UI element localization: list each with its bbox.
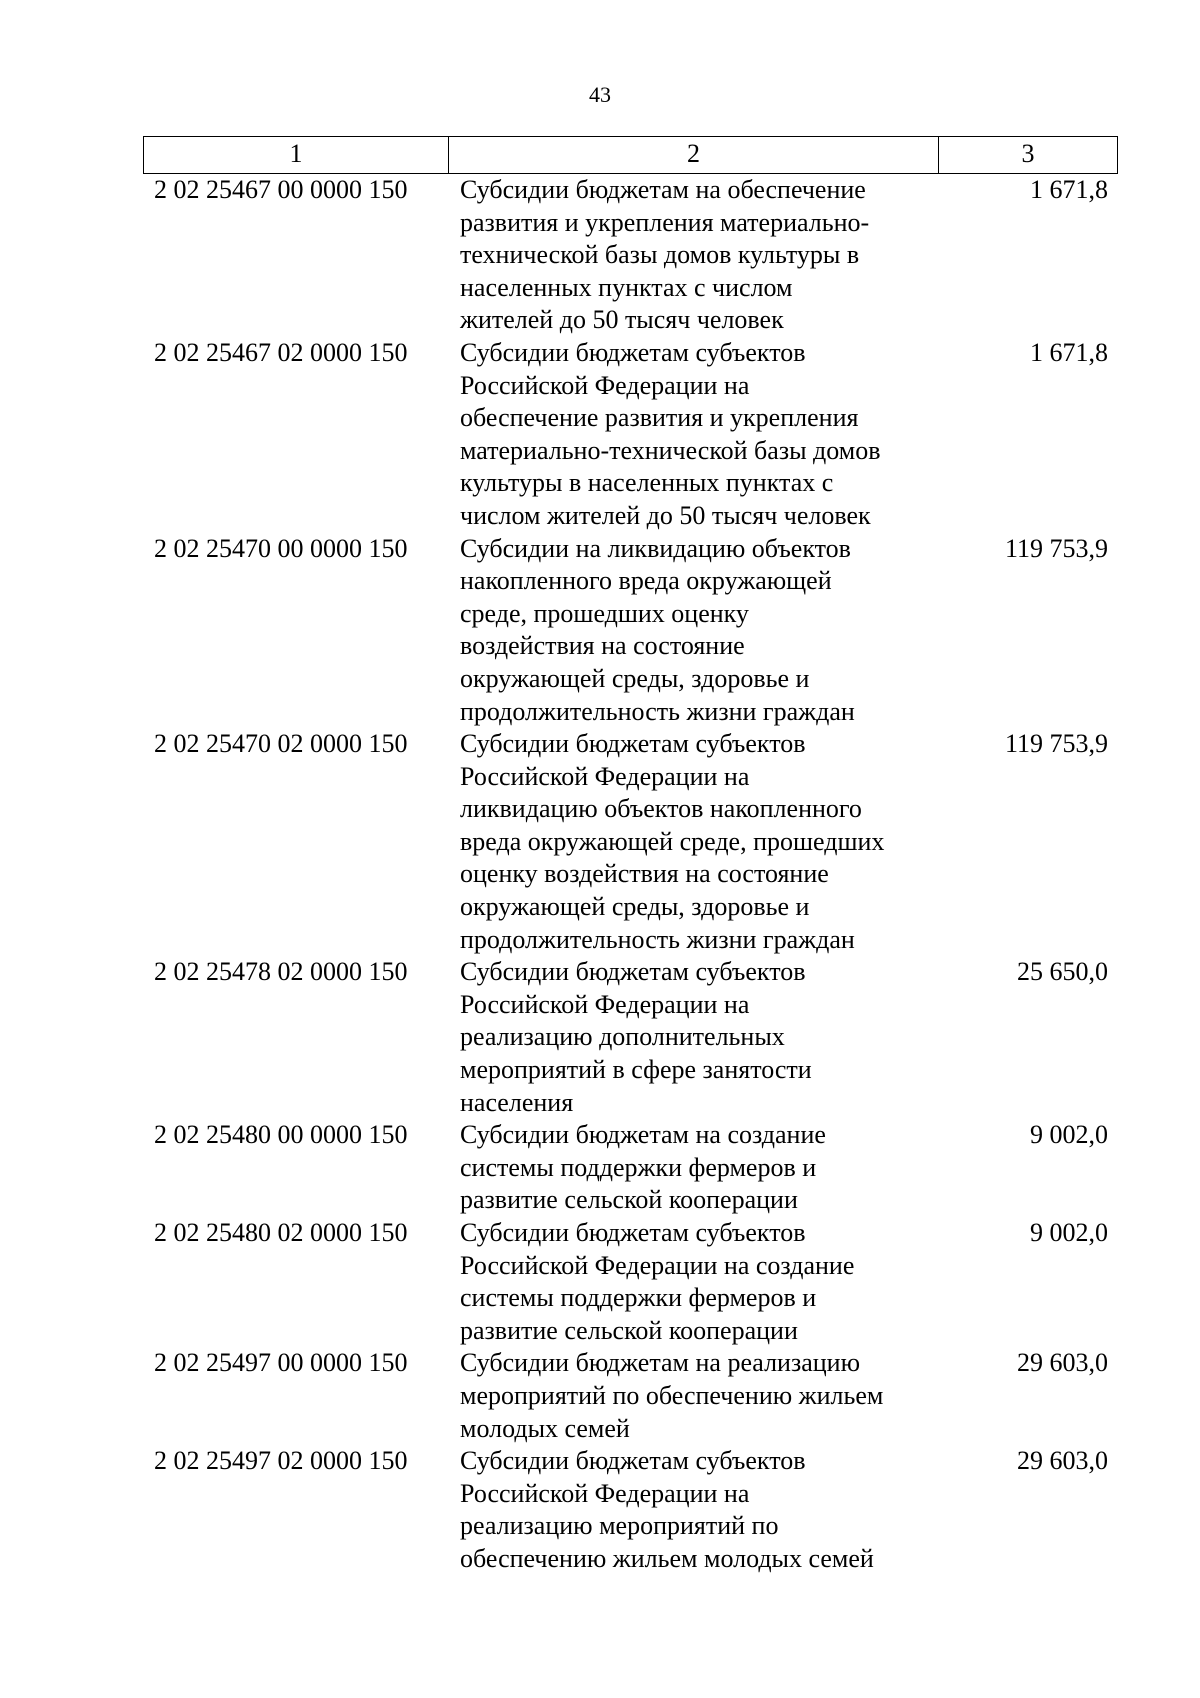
row-name: Субсидии бюджетам субъектов Российской Федерации на ликвидацию объектов накопленного вреда окружающей среде, прошедших оценку воздействия на состояние окружающей среды, здоровье и продолжительность жизни граждан (460, 729, 885, 954)
row-code: 2 02 25478 02 0000 150 (154, 957, 408, 987)
row-amount: 1 671,8 (1030, 175, 1108, 204)
row-amount: 119 753,9 (1004, 533, 1108, 563)
table-row (143, 1217, 1118, 1347)
row-name: Субсидии бюджетам на обеспечение развития и укрепления материально- технической базы домов культуры в населенных пунктах с числом жителей до 50 тысяч человек (460, 175, 870, 335)
row-name: Субсидии на ликвидацию объектов накопленного вреда окружающей среде, прошедших оценку воздействия на состояние окружающей среды, здоровье и продолжительность жизни граждан (460, 533, 855, 726)
row-name: Субсидии бюджетам субъектов Российской Федерации на реализацию мероприятий по обеспечению жильем молодых семей (460, 1446, 874, 1573)
column-header-1: 1 (144, 137, 449, 173)
page-number: 43 (589, 82, 611, 107)
table-row (143, 1445, 1118, 1575)
row-amount: 9 002,0 (1030, 1120, 1108, 1150)
row-code: 2 02 25480 02 0000 150 (154, 1218, 408, 1247)
row-amount: 29 603,0 (1017, 1348, 1108, 1378)
row-name: Субсидии бюджетам субъектов Российской Федерации на обеспечение развития и укрепления материально-технической базы домов культуры в населенных пунктах с числом жителей до 50 тысяч человек (460, 337, 881, 530)
table-row (143, 533, 1118, 729)
row-amount: 1 671,8 (1030, 337, 1108, 367)
column-header-2: 2 (449, 137, 939, 173)
row-code: 2 02 25470 02 0000 150 (154, 729, 408, 759)
table-header (143, 136, 1118, 174)
table-row (143, 956, 1118, 1119)
row-name: Субсидии бюджетам на реализацию мероприятий по обеспечению жильем молодых семей (460, 1348, 884, 1443)
row-code: 2 02 25467 02 0000 150 (154, 337, 408, 367)
row-name: Субсидии бюджетам на создание системы поддержки фермеров и развитие сельской кооперации (460, 1120, 826, 1215)
row-code: 2 02 25497 02 0000 150 (154, 1446, 408, 1476)
row-amount: 9 002,0 (1030, 1218, 1108, 1247)
table-row (143, 728, 1118, 956)
table-row (143, 1347, 1118, 1445)
row-name: Субсидии бюджетам субъектов Российской Федерации на создание системы поддержки фермеров и развитие сельской кооперации (460, 1218, 855, 1345)
row-amount: 29 603,0 (1017, 1446, 1108, 1476)
table-row (143, 174, 1118, 337)
table-body (143, 174, 1118, 1576)
column-header-3: 3 (1021, 139, 1035, 168)
table-row (143, 337, 1118, 533)
row-code: 2 02 25497 00 0000 150 (154, 1348, 408, 1378)
row-amount: 119 753,9 (1004, 729, 1108, 759)
row-code: 2 02 25470 00 0000 150 (154, 533, 408, 563)
table-row (143, 1119, 1118, 1217)
row-code: 2 02 25480 00 0000 150 (154, 1120, 408, 1150)
row-amount: 25 650,0 (1017, 957, 1108, 987)
row-name: Субсидии бюджетам субъектов Российской Федерации на реализацию дополнительных мероприятий в сфере занятости населения (460, 957, 812, 1117)
row-code: 2 02 25467 00 0000 150 (154, 175, 408, 204)
